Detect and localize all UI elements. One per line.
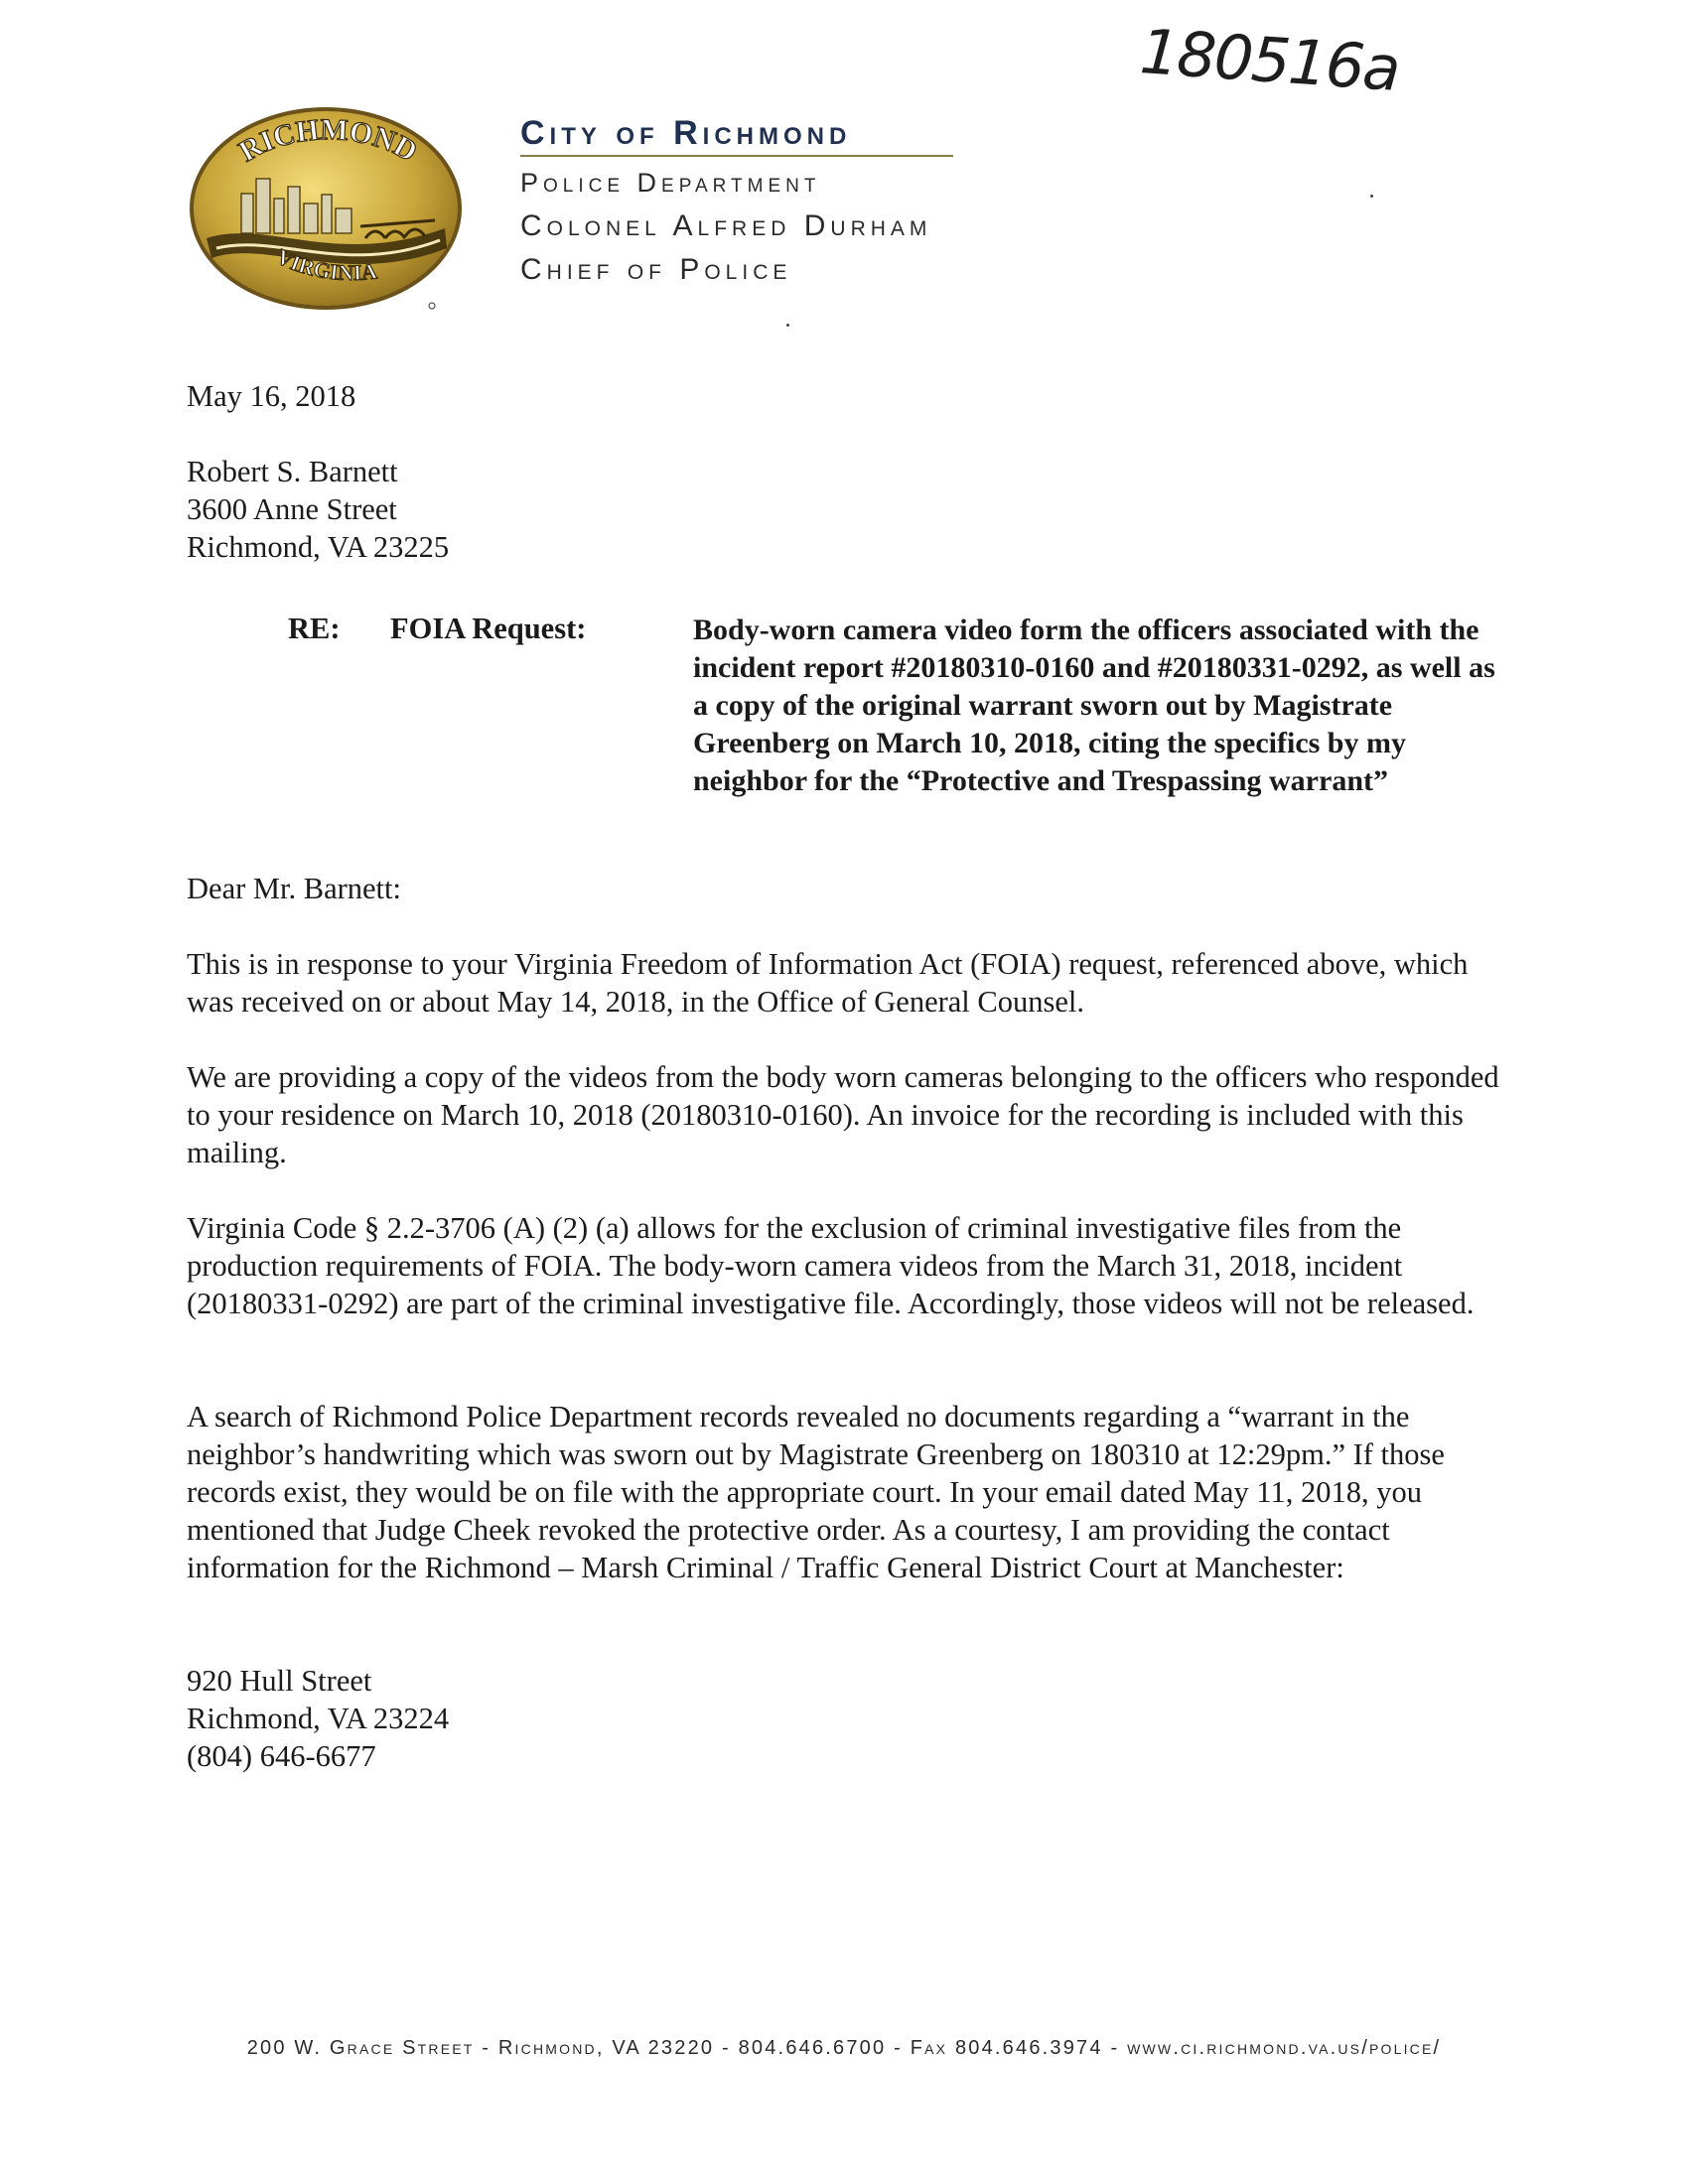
re-subject: Body-worn camera video form the officers associated with the incident report #20180310-0160 and #20180331-0292, as well as a copy of the original warrant sworn out by Magistrate Greenberg on March 10, 2018, citing the specifics by my neighbor for the “Protective and Trespassing warrant”: [693, 614, 1495, 797]
recipient-name: Robert S. Barnett: [187, 455, 398, 488]
letterhead: [520, 111, 953, 292]
court-phone: (804) 646-6677: [187, 1739, 376, 1773]
letter-date: May 16, 2018: [187, 379, 356, 413]
body-paragraph: This is in response to your Virginia Freedom of Information Act (FOIA) request, referenced above, which was received on or about May 14, 2018, in the Office of General Counsel.: [187, 947, 1469, 1019]
re-type: FOIA Request:: [390, 612, 587, 645]
letterhead-chief-name: Colonel Alfred Durham: [520, 209, 932, 242]
scan-speck: [786, 324, 789, 327]
seal-bottom-text: VIRGINIA: [272, 243, 378, 286]
letterhead-chief-title: Chief of Police: [520, 253, 792, 286]
body-paragraph: We are providing a copy of the videos from the body worn cameras belonging to the officers who responded to your residence on March 10, 2018 (20180310-0160). An invoice for the recording is included with this mailing.: [187, 1060, 1499, 1169]
body-paragraph: Virginia Code § 2.2-3706 (A) (2) (a) allows for the exclusion of criminal investigative files from the production requirements of FOIA. The body-worn camera videos from the March 31, 2018, incident (20180331-0292) are part of the criminal investigative file. Accordingly, those videos will not be released.: [187, 1211, 1475, 1320]
seal-top-text: RICHMOND: [233, 113, 423, 169]
scan-speck: [1370, 195, 1373, 198]
handwritten-note: 180516a: [1137, 14, 1401, 106]
court-street: 920 Hull Street: [187, 1664, 372, 1698]
re-label: RE:: [288, 612, 341, 645]
body-paragraph: A search of Richmond Police Department records revealed no documents regarding a “warrant in the neighbor’s handwriting which was sworn out by Magistrate Greenberg on 180310 at 12:29pm.” If those records exist, they would be on file with the appropriate court. In your email dated May 11, 2018, you mentioned that Judge Cheek revoked the protective order. As a courtesy, I am providing the contact information for the Richmond – Marsh Criminal / Traffic General District Court at Manchester:: [187, 1400, 1445, 1584]
city-seal-logo: [187, 99, 470, 313]
letterhead-divider: [520, 155, 953, 157]
letter-footer: 200 W. Grace Street - Richmond, VA 23220 - 804.646.6700 - Fax 804.646.3974 - www.ci.richmond.va.us/police/: [246, 2037, 1442, 2059]
letterhead-department: Police Department: [520, 168, 821, 198]
recipient-street: 3600 Anne Street: [187, 492, 397, 526]
court-address: [187, 1662, 449, 1775]
recipient-address: [187, 453, 449, 566]
letterhead-city: City of Richmond: [520, 114, 852, 152]
recipient-city: Richmond, VA 23225: [187, 530, 450, 564]
salutation: Dear Mr. Barnett:: [187, 872, 401, 905]
court-city: Richmond, VA 23224: [187, 1702, 450, 1735]
